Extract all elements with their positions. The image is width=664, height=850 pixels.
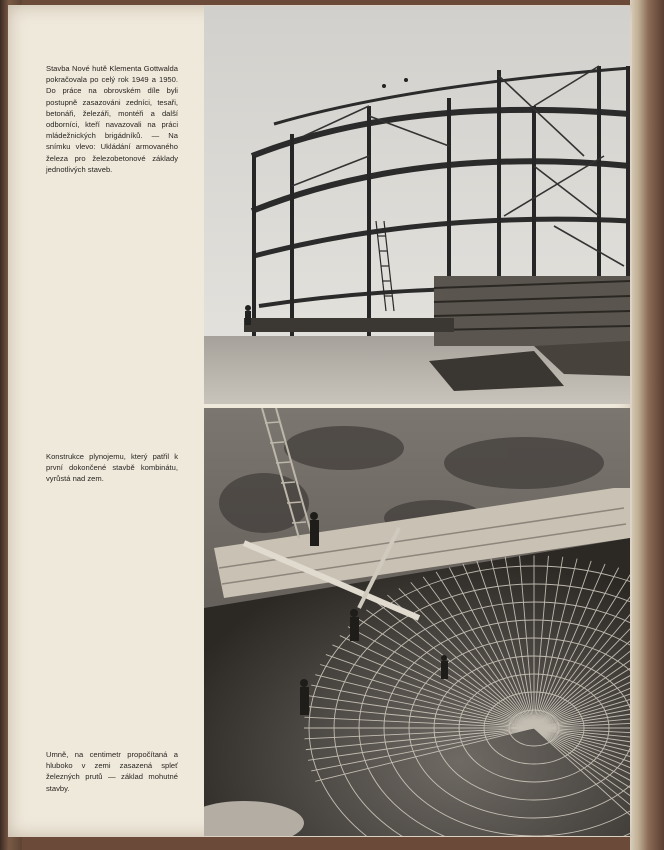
- page-edge: [630, 0, 664, 850]
- caption-construction: Stavba Nové hutě Klementa Gottwalda pokračovala po celý rok 1949 a 1950. Do práce na obrovském díle byli postupně zasazováni zedníci, tesaři, betonáři, železáři, montéři a další odborníci, kteří navazovali na práci mládežnických brigádníků. — Na snímku vlevo: Ukládání armovaného železa pro železobetonové základy jednotlivých staveb.: [46, 64, 178, 174]
- caption-rebar-foundation: Umně, na centimetr propočítaná a hluboko v zemi zasazená spleť železných prutů — základ mohutné stavby.: [46, 750, 178, 793]
- rebar-foundation-pit-photo: [204, 408, 630, 836]
- caption-gas-holder: Konstrukce plynojemu, který patřil k první dokončené stavbě kombinátu, vyrůstá nad zem.: [46, 452, 178, 484]
- gas-holder-steel-frame-photo: [204, 6, 630, 404]
